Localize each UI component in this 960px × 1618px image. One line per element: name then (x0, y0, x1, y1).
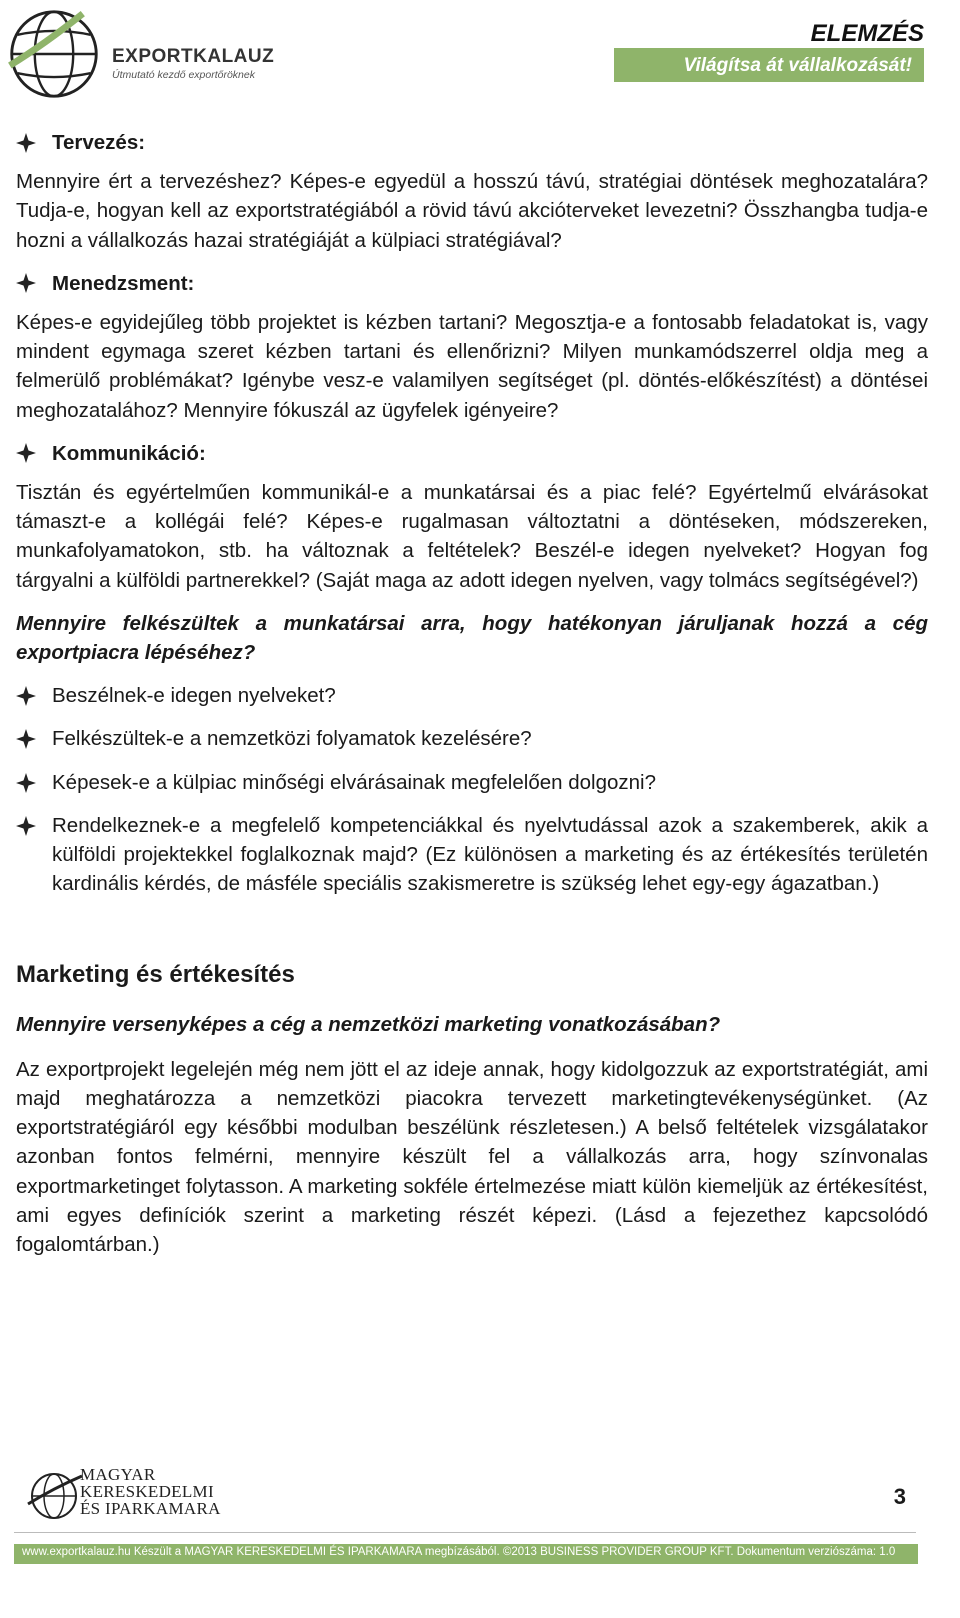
brand (112, 46, 274, 81)
diamond-bullet-icon (16, 443, 36, 463)
diamond-bullet-icon (16, 273, 36, 293)
header-banner (614, 48, 924, 82)
heading-tervezes: Tervezés: (16, 128, 928, 157)
diamond-bullet-icon (16, 773, 36, 793)
paragraph: Az exportprojekt legelején még nem jött el az ideje annak, hogy kidolgozzuk az exportstratégiát, ami majd meghatározza a nemzetközi piacokra tervezett marketingtevékenységünket. (Az exportstratégiáról egy későbbi modulban beszélünk részletesen.) A belső feltételek vizsgálatakor azonban fontos felmérni, mennyire készült fel a vállalkozás arra, hogy színvonalas exportmarketinget folytasson. A marketing sokféle értelmezése miatt külön kiemeljük az értékesítést, ami egyes definíciók szerint a marketing részét képezi. (Lásd a fejezethez kapcsolódó fogalomtárban.) (16, 1057, 928, 1257)
diamond-bullet-icon (16, 686, 36, 706)
page-header (0, 0, 960, 110)
brand-name: EXPORTKALAUZ (112, 46, 275, 67)
chamber-name: MAGYAR KERESKEDELMI ÉS IPARKAMARA (80, 1465, 221, 1518)
question-heading: Mennyire versenyképes a cég a nemzetközi marketing vonatkozásában? (16, 1012, 721, 1036)
chamber-logo-icon (26, 1464, 86, 1524)
globe-logo-icon (6, 6, 102, 102)
footer-divider (14, 1532, 916, 1533)
heading-kommunikacio: Kommunikáció: (16, 439, 928, 468)
document-body (16, 128, 928, 1259)
list-item: Képesek-e a külpiac minőségi elvárásainak megfelelően dolgozni? (16, 768, 928, 797)
footer-bar-text: www.exportkalauz.hu Készült a MAGYAR KERESKEDELMI ÉS IPARKAMARA megbízásából. ©2013 BUSINESS PROVIDER GROUP KFT. Dokumentum verziószáma: 1.0 (22, 1546, 896, 1558)
list-item: Felkészültek-e a nemzetközi folyamatok kezelésére? (16, 724, 928, 753)
paragraph: Tisztán és egyértelműen kommunikál-e a munkatársai és a piac felé? Egyértelmű elvárásokat támaszt-e a kollégái felé? Képes-e rugalmasan változtatni a döntéseken, módszereken, munkafolyamatokon, stb. ha változnak a feltételek? Beszél-e idegen nyelveket? Hogyan fog tárgyalni a külföldi partnerekkel? (Saját maga az adott idegen nyelven, vagy tolmács segítségével?) (16, 481, 928, 592)
footer-bar (14, 1544, 918, 1564)
header-banner-text: Világítsa át vállalkozását! (683, 55, 912, 76)
list-item: Beszélnek-e idegen nyelveket? (16, 681, 928, 710)
question-heading: Mennyire felkészültek a munkatársai arra, hogy hatékonyan járuljanak hozzá a cég exportpiacra lépéséhez? (16, 611, 928, 665)
page-footer (0, 1450, 960, 1618)
paragraph: Képes-e egyidejűleg több projektet is kézben tartani? Megosztja-e a fontosabb feladatokat is, vagy mindent egymaga szeret kézben tartani és ellenőrizni? Milyen munkamódszerrel oldja meg a felmerülő problémákat? Igénybe vesz-e valamilyen segítséget (pl. döntés-előkészítést) a döntései meghozatalához? Mennyire fókuszál az ügyfelek igényeire? (16, 311, 928, 422)
section-heading: Marketing és értékesítés (16, 961, 295, 989)
header-title: ELEMZÉS (810, 20, 924, 47)
paragraph: Mennyire ért a tervezéshez? Képes-e egyedül a hosszú távú, stratégiai döntések meghozatalára? Tudja-e, hogyan kell az exportstratégiából a rövid távú akcióterveket levezetni? Összhangba tudja-e hozni a vállalkozás hazai stratégiáját a külpiaci stratégiával? (16, 170, 928, 252)
diamond-bullet-icon (16, 729, 36, 749)
brand-tagline: Útmutató kezdő exportőröknek (112, 69, 255, 81)
page-number: 3 (893, 1484, 906, 1509)
diamond-bullet-icon (16, 133, 36, 153)
heading-menedzsment: Menedzsment: (16, 269, 928, 298)
diamond-bullet-icon (16, 816, 36, 836)
list-item: Rendelkeznek-e a megfelelő kompetenciákkal és nyelvtudással azok a szakemberek, akik a külföldi projektekkel foglalkoznak majd? (Ez különösen a marketing és az értékesítés területén kardinális kérdés, de másféle speciális szakismeretre is szükség lehet egy-egy ágazatban.) (16, 811, 928, 899)
